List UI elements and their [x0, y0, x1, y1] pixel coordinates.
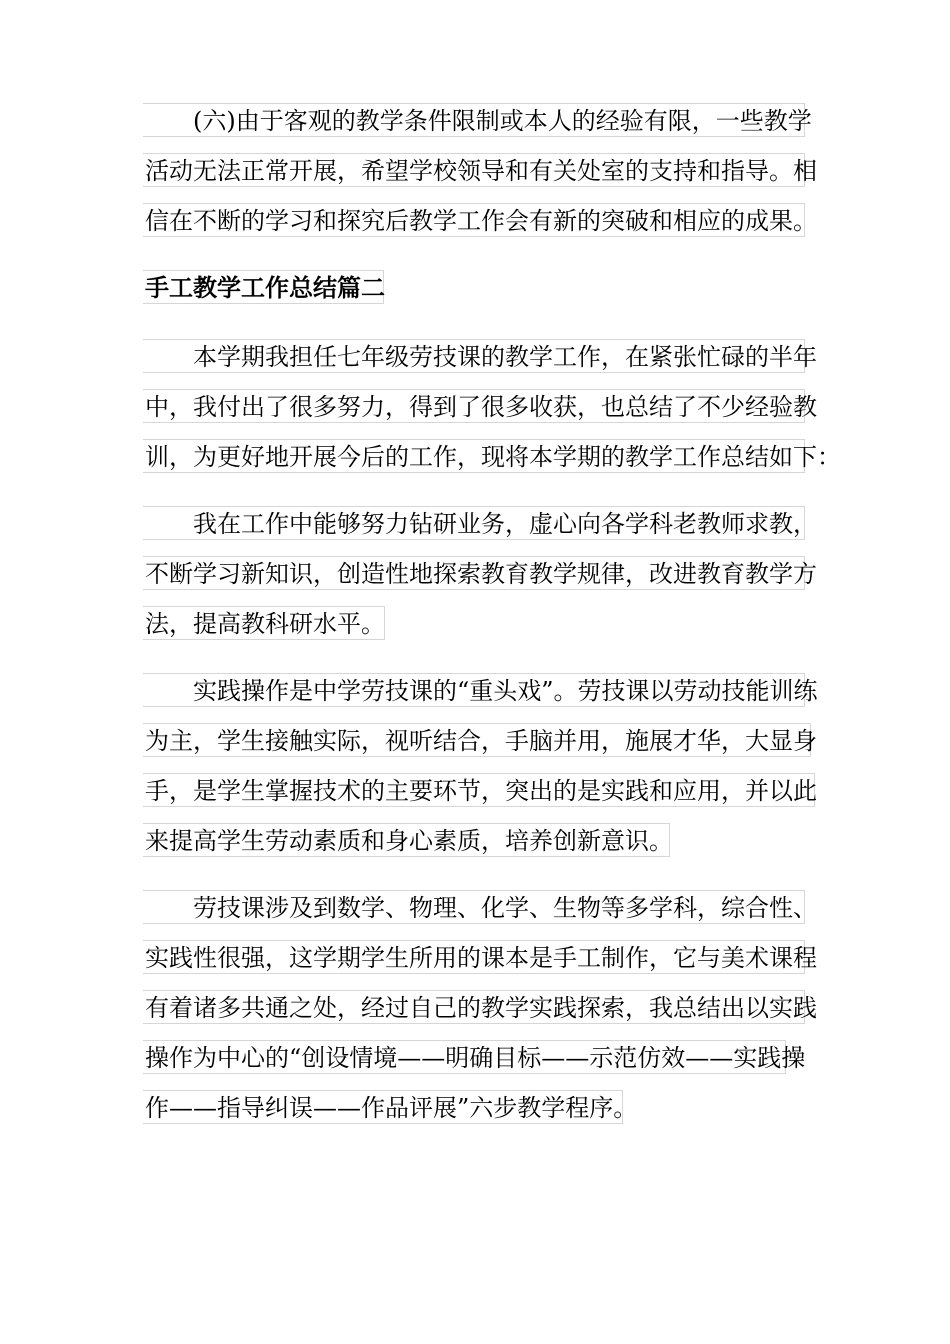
paragraph-1	[143, 103, 817, 253]
paragraph-line: 实践性很强，这学期学生所用的课本是手工制作，它与美术课程	[143, 940, 805, 974]
paragraph-line: 活动无法正常开展，希望学校领导和有关处室的支持和指导。相	[143, 153, 805, 187]
paragraph-line: 来提高学生劳动素质和身心素质，培养创新意识。	[143, 823, 670, 857]
paragraph-line: 操作为中心的“创设情境——明确目标——示范仿效——实践操	[143, 1040, 786, 1074]
paragraph-line: 实践操作是中学劳技课的“重头戏”。劳技课以劳动技能训练	[143, 673, 805, 707]
paragraph-line: 本学期我担任七年级劳技课的教学工作，在紧张忙碌的半年	[143, 339, 805, 373]
paragraph-4	[143, 673, 818, 873]
paragraph-line: (六)由于客观的教学条件限制或本人的经验有限，一些教学	[143, 103, 805, 137]
paragraph-line: 训，为更好地开展今后的工作，现将本学期的教学工作总结如下：	[143, 439, 805, 473]
paragraph-line: 中，我付出了很多努力，得到了很多收获，也总结了不少经验教	[143, 389, 805, 423]
section-heading: 手工教学工作总结篇二	[143, 270, 384, 304]
paragraph-line: 我在工作中能够努力钻研业务，虚心向各学科老教师求教，	[143, 506, 805, 540]
paragraph-line: 不断学习新知识，创造性地探索教育教学规律，改进教育教学方	[143, 556, 805, 590]
paragraph-line: 作——指导纠误——作品评展”六步教学程序。	[143, 1090, 623, 1124]
paragraph-line: 手，是学生掌握技术的主要环节，突出的是实践和应用，并以此	[143, 773, 815, 807]
paragraph-line: 有着诸多共通之处，经过自己的教学实践探索，我总结出以实践	[143, 990, 805, 1024]
paragraph-line: 法，提高教科研水平。	[143, 606, 385, 640]
paragraph-5	[143, 890, 817, 1140]
paragraph-line: 信在不断的学习和探究后教学工作会有新的突破和相应的成果。	[143, 203, 805, 237]
paragraph-line: 为主，学生接触实际，视听结合，手脑并用，施展才华，大显身	[143, 723, 811, 757]
paragraph-3	[143, 506, 817, 656]
paragraph-2	[143, 339, 841, 489]
paragraph-line: 劳技课涉及到数学、物理、化学、生物等多学科，综合性、	[143, 890, 805, 924]
section-heading-block	[143, 270, 384, 320]
